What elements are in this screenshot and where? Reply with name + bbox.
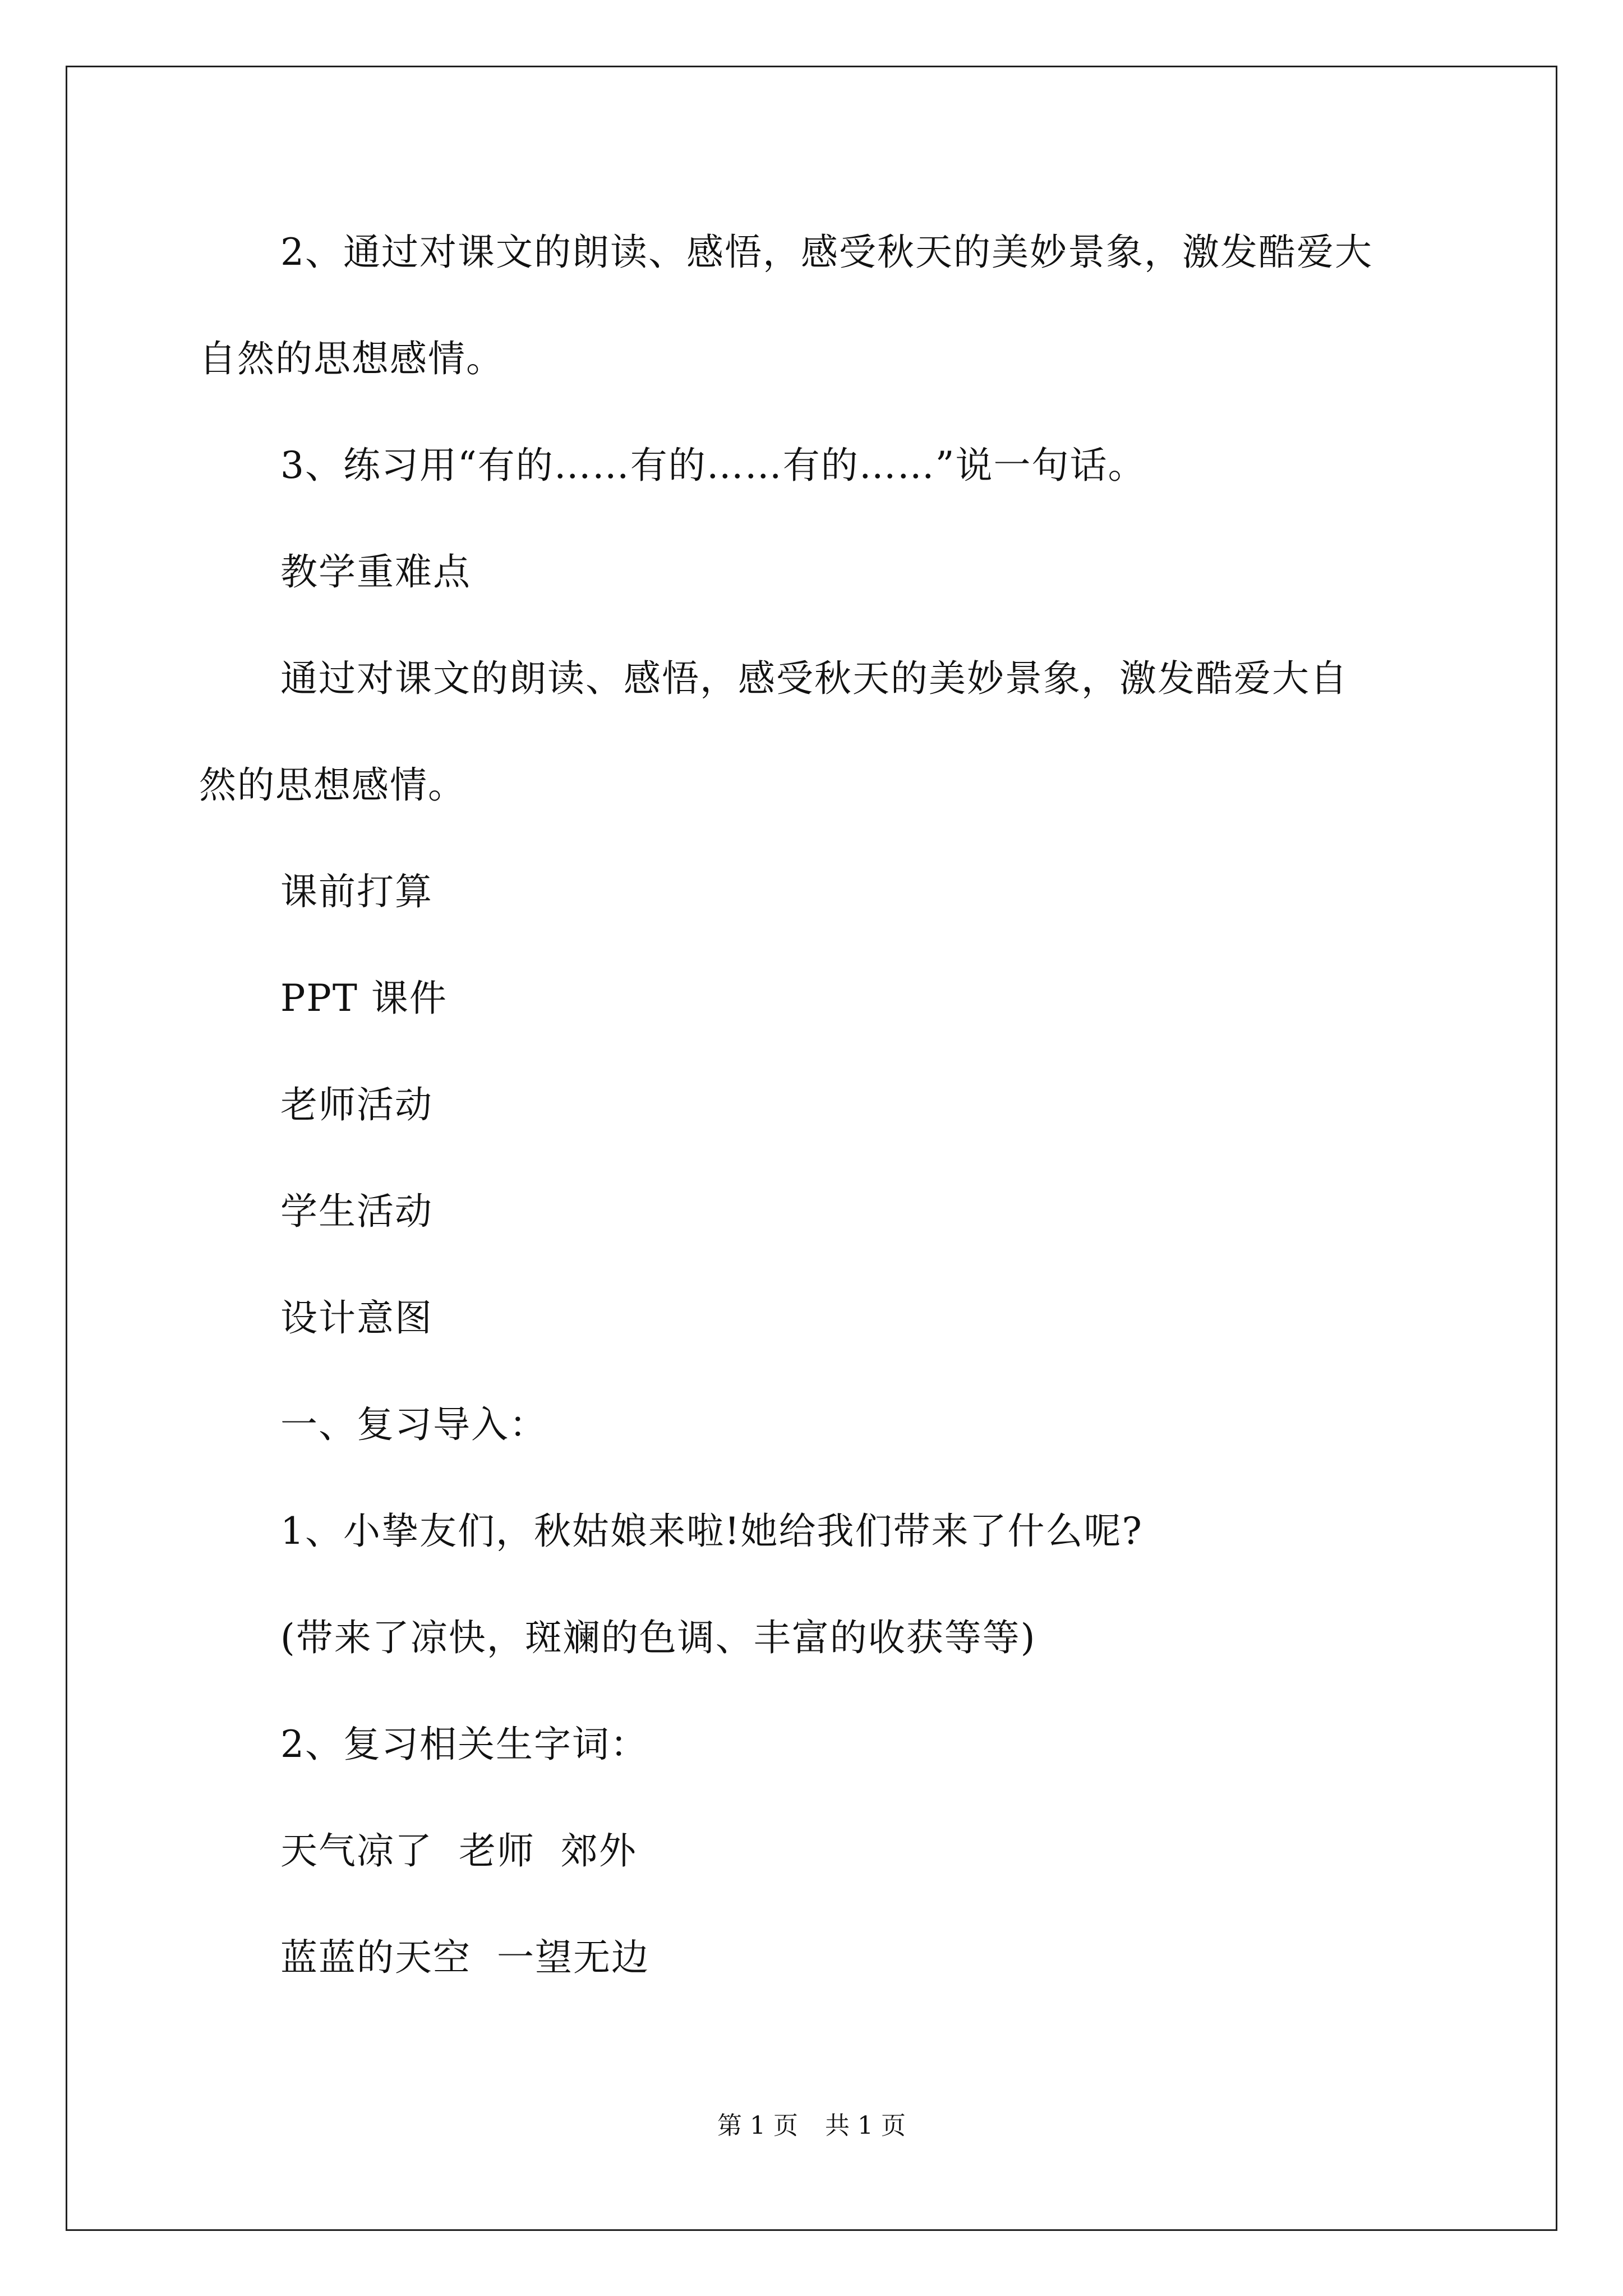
paragraph-review-words: 2、复习相关生字词： [280,1723,648,1766]
paragraph-key-points-line2: 然的思想感情。 [199,763,466,807]
paragraph-question-1: 1、小挚友们，秋姑娘来啦!她给我们带来了什么呢? [280,1510,1143,1553]
paragraph-words-line2: 蓝蓝的天空 一望无边 [280,1936,649,1979]
page-total: 共 1 页 [825,2111,906,2140]
heading-design-intent: 设计意图 [280,1296,433,1340]
paragraph-goal-2-line2: 自然的思想感情。 [199,337,504,380]
heading-teacher-activity: 老师活动 [280,1083,433,1126]
paragraph-goal-3: 3、练习用“有的……有的……有的……”说一句话。 [280,444,1146,487]
heading-review-intro: 一、复习导入： [280,1403,547,1446]
paragraph-ppt: PPT 课件 [280,977,448,1020]
page-footer [0,2109,1623,2143]
paragraph-words-line1: 天气凉了 老师 郊外 [280,1829,637,1872]
heading-preparation: 课前打算 [280,870,433,913]
paragraph-key-points-line1: 通过对课文的朗读、感悟，感受秋天的美妙景象，激发酷爱大自 [280,657,1348,700]
page-number: 第 1 页 [717,2111,798,2140]
heading-student-activity: 学生活动 [280,1190,433,1233]
heading-key-points: 教学重难点 [280,550,471,593]
page-frame [66,66,1557,2231]
paragraph-goal-2-line1: 2、通过对课文的朗读、感悟，感受秋天的美妙景象，激发酷爱大 [280,231,1373,274]
paragraph-answer-1: (带来了凉快，斑斓的色调、丰富的收获等等) [280,1616,1036,1659]
